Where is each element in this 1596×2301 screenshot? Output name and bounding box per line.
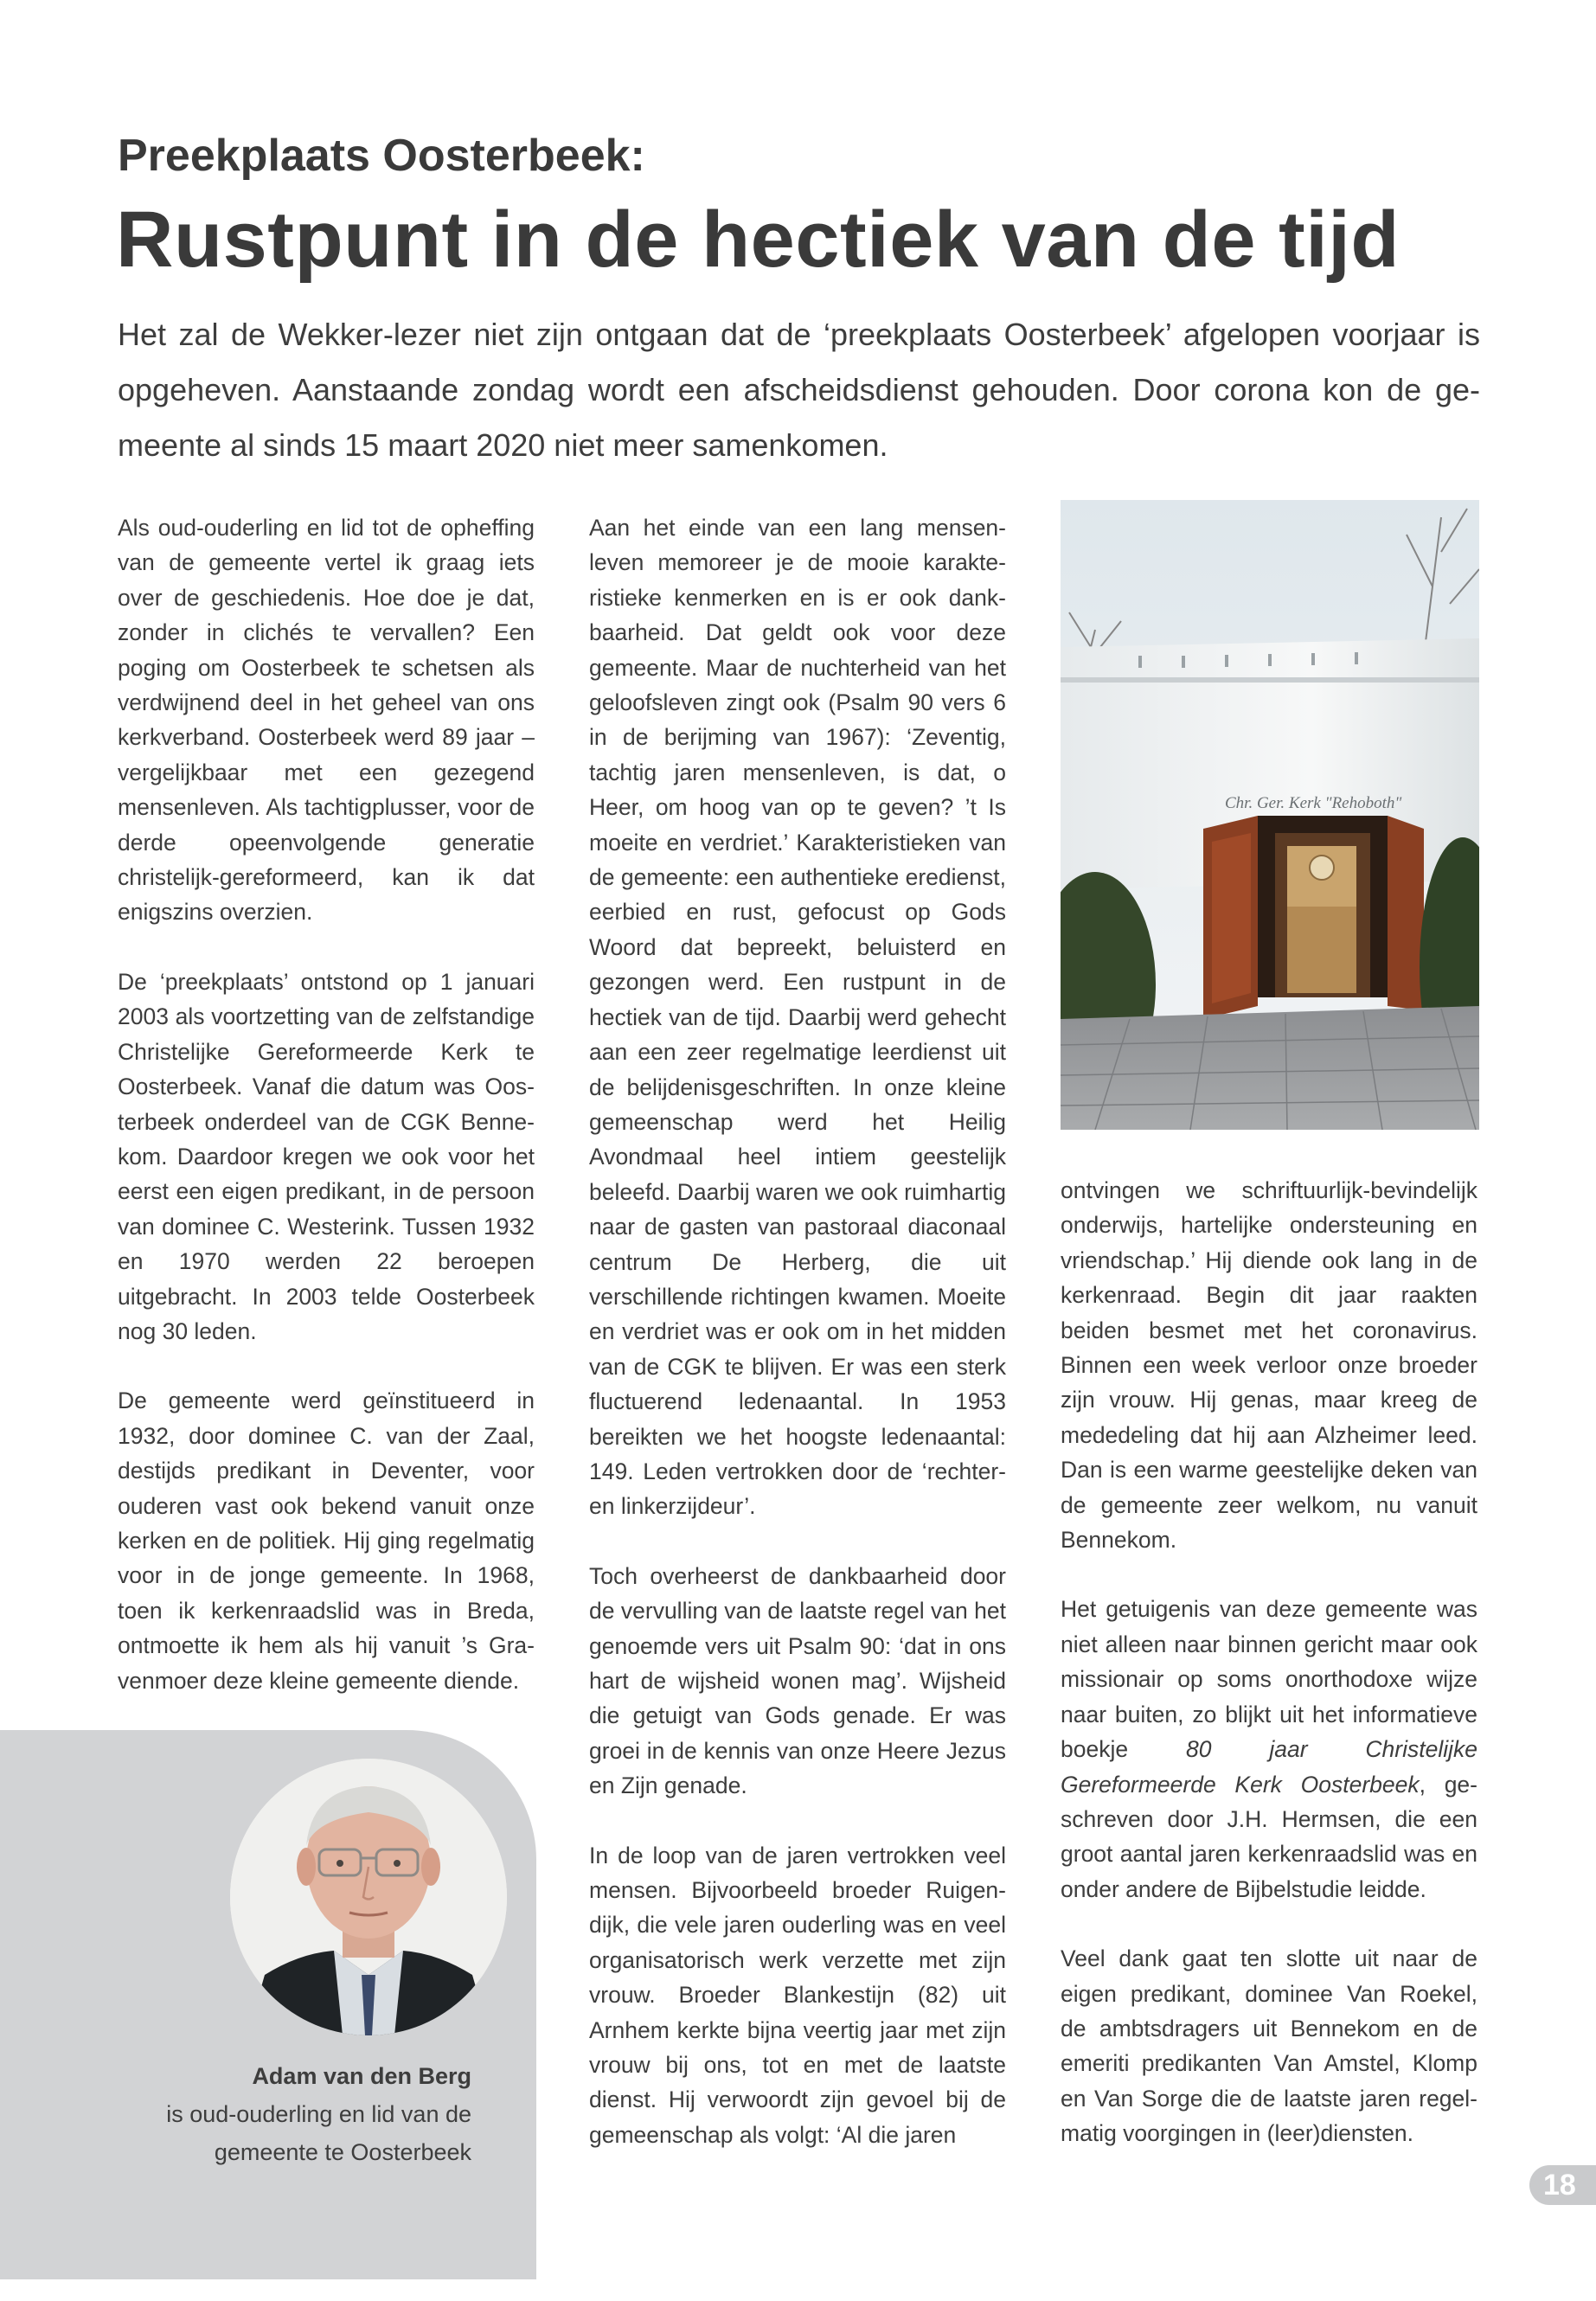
paragraph-text: , geschreven door J.H. Hermsen, die een groot aantal jaren kerkenraadslid was en onder andere de Bijbelstudie leidde. (1061, 1771, 1477, 1902)
paragraph: Als oud-ouderling en lid tot de opheffing van de gemeente vertel ik graag iets over de geschiedenis. Hoe doe je dat, zonder in clichés te vervallen? Een poging om Oosterbeek te schetsen als verdwijnend deel in het geheel van ons kerkverband. Oosterbeek werd 89 jaar – vergelijkbaar met een gezegend mensenleven. Als tachtigplusser, voor de derde opeenvolgende generatie christelijk-gereformeerd, kan ik dat enigszins overzien. (118, 515, 535, 926)
author-description (104, 2095, 471, 2171)
article-headline: Rustpunt in de hectiek van de tijd (116, 195, 1401, 284)
page-number: 18 (1529, 2165, 1596, 2205)
paragraph: Toch overheerst de dankbaarheid door de vervulling van de laatste regel van het genoemde vers uit Psalm 90: ‘dat in ons hart de wijsheid wonen mag’. Wijsheid die getuigt van Gods genade. Er was groei in de kennis van onze Heere Jezus en Zijn genade. (589, 1562, 1006, 1799)
author-description-line: is oud-ouderling en lid van de (166, 2101, 471, 2127)
text-column-3 (1061, 1173, 1477, 2186)
author-description-line: gemeente te Oosterbeek (214, 2139, 471, 2165)
author-name: Adam van den Berg (252, 2063, 471, 2089)
paragraph: ontvingen we schriftuurlijk-bevindelijk onderwijs, hartelijke ondersteuning en vriendschap.’ Hij diende ook lang in de kerkenraad. Begin dit jaar raakten beiden besmet met het coronavirus. Binnen een week verloor onze broeder zijn vrouw. Hij genas, maar kreeg de mededeling dat hij aan Alzheimer leed. Dan is een warme geestelijke deken van de gemeente zeer welkom, nu vanuit Bennekom. (1061, 1177, 1477, 1554)
paragraph: De ‘preekplaats’ ontstond op 1 januari 2003 als voortzetting van de zelfstandige Christelijke Gereformeerde Kerk te Oosterbeek. Vanaf die datum was Oosterbeek onderdeel van de CGK Bennekom. Daardoor kregen we ook voor het eerst een eigen predikant, in de persoon van dominee C. Westerink. Tussen 1932 en 1970 werden 22 beroepen uitgebracht. In 2003 telde Oosterbeek nog 30 leden. (118, 968, 535, 1344)
paragraph (1061, 1592, 1477, 1907)
paragraph: Aan het einde van een lang mensenleven memoreer je de mooie karakteristieke kenmerken en is er ook dankbaarheid. Dat geldt ook voor deze gemeente. Maar de nuchterheid van het geloofsleven zingt ook (Psalm 90 vers 6 in de berijming van 1967): ‘Zeventig, tachtig jaren mensenleven, is dat, o Heer, om hoog van op te geven? ’t Is moeite en verdriet.’ Karakteristieken van de gemeente: een authentieke eredienst, eerbied en rust, gefocust op Gods Woord dat bepreekt, beluisterd en gezongen werd. Een rustpunt in de hectiek van de tijd. Daarbij werd gehecht aan een zeer regelmatige leerdienst uit de belijdenisgeschriften. In onze kleine gemeenschap werd het Heilig Avondmaal heel intiem geestelijk beleefd. Daarbij waren we ook ruimhartig naar de gasten van pastoraal diaconaal centrum De Herberg, die uit verschillende richtingen kwamen. Moeite en verdriet was er ook om in het midden van de CGK te blijven. Er was een sterk fluctuerend ledenaantal. In 1953 bereikten we het hoogste ledenaantal: 149. Leden vertrokken door de ‘rechter- en linkerzijdeur’. (589, 515, 1006, 1520)
paragraph: De gemeente werd geïnstitueerd in 1932, door dominee C. van der Zaal, destijds predikant in Deventer, voor ouderen vast ook bekend vanuit onze kerken en de politiek. Hij ging regelmatig voor in de jonge gemeente. In 1968, toen ik kerkenraadslid was in Breda, ontmoette ik hem als hij vanuit ’s Gravenmoer deze kleine gemeente diende. (118, 1388, 535, 1694)
article-lead: Het zal de Wekker-lezer niet zijn ontgaan dat de ‘preekplaats Oosterbeek’ afgelopen voorjaar is opgeheven. Aanstaande zondag wordt een afscheidsdienst gehouden. Door corona kon de gemeente al sinds 15 maart 2020 niet meer samenkomen. (118, 317, 1480, 463)
text-column-2 (589, 510, 1006, 2187)
book-title: 80 jaar Christelijke Gereformeerde Kerk Oosterbeek (1061, 1736, 1478, 1798)
church-photo (1061, 500, 1479, 1130)
article-kicker: Preekplaats Oosterbeek: (118, 131, 645, 181)
photo-sign-text: Chr. Ger. Kerk "Rehoboth" (1225, 794, 1402, 812)
author-portrait (230, 1759, 507, 2035)
paragraph: In de loop van de jaren vertrokken veel mensen. Bijvoorbeeld broeder Ruigendijk, die vele jaren ouderling was en veel organisatorisch werk verzette met zijn vrouw. Broeder Blankestijn (82) uit Arnhem kerkte bijna veertig jaar met zijn vrouw bij ons, tot en met de laatste dienst. Hij verwoordt zijn gevoel bij de gemeenschap als volgt: ‘Al die jaren (589, 1842, 1006, 2148)
text-column-1 (118, 510, 535, 1733)
paragraph: Veel dank gaat ten slotte uit naar de eigen predikant, dominee Van Roekel, de ambtsdragers uit Bennekom en de emeriti predikanten Van Amstel, Klomp en Van Sorge die de laatste jaren regelmatig voorgingen in (leer)diensten. (1061, 1945, 1477, 2147)
paragraph-text: Het getuigenis van deze gemeente was niet alleen naar binnen gericht maar ook missionair op soms onorthodoxe wijze naar buiten, zo blijkt uit het informatieve boekje (1061, 1596, 1477, 1763)
